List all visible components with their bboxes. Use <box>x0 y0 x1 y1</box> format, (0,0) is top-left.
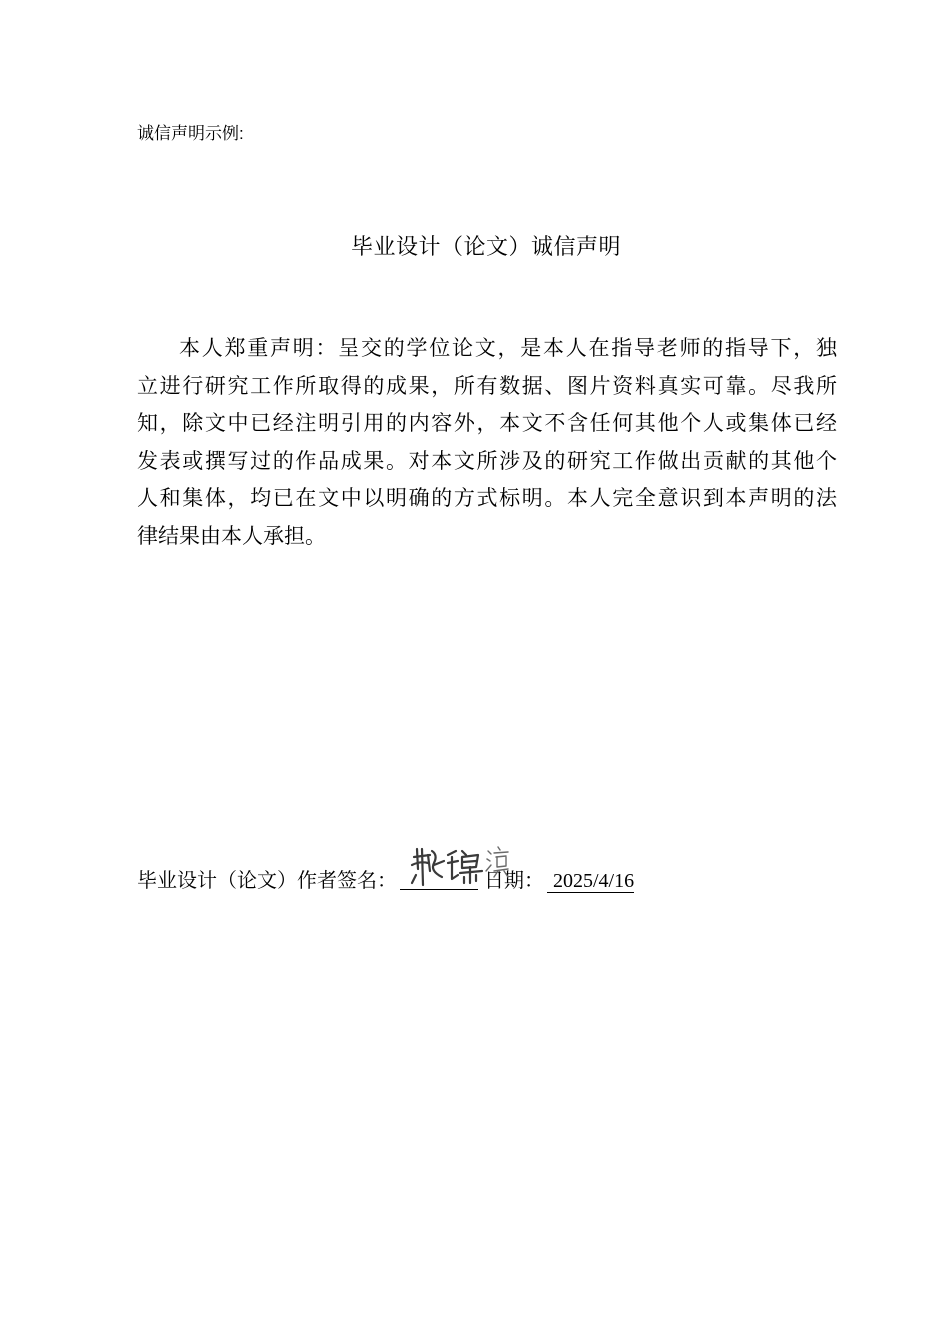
body-line-1: 本人郑重声明：呈交的学位论文，是本人在指导老师的指导下，独 <box>179 336 837 360</box>
signature-row <box>137 864 634 898</box>
body-line-3: 知，除文中已经注明引用的内容外，本文不含任何其他个人或集体已经 <box>137 411 837 435</box>
handwritten-signature-image <box>408 841 518 891</box>
author-signature-line <box>400 867 478 890</box>
body-line-6: 律结果由本人承担。 <box>137 523 326 548</box>
author-signature-label: 毕业设计（论文）作者签名： <box>137 870 397 892</box>
body-line-4: 发表或撰写过的作品成果。对本文所涉及的研究工作做出贡献的其他个 <box>137 448 837 473</box>
example-label: 诚信声明示例: <box>137 124 244 143</box>
declaration-body <box>137 330 837 555</box>
date-label: 日期： <box>484 870 544 892</box>
body-line-2: 立进行研究工作所取得的成果，所有数据、图片资料真实可靠。尽我所 <box>137 373 837 398</box>
document-title: 毕业设计（论文）诚信声明 <box>350 234 621 259</box>
date-value: 2025/4/16 <box>547 870 634 893</box>
body-line-5: 人和集体，均已在文中以明确的方式标明。本人完全意识到本声明的法 <box>137 486 837 510</box>
